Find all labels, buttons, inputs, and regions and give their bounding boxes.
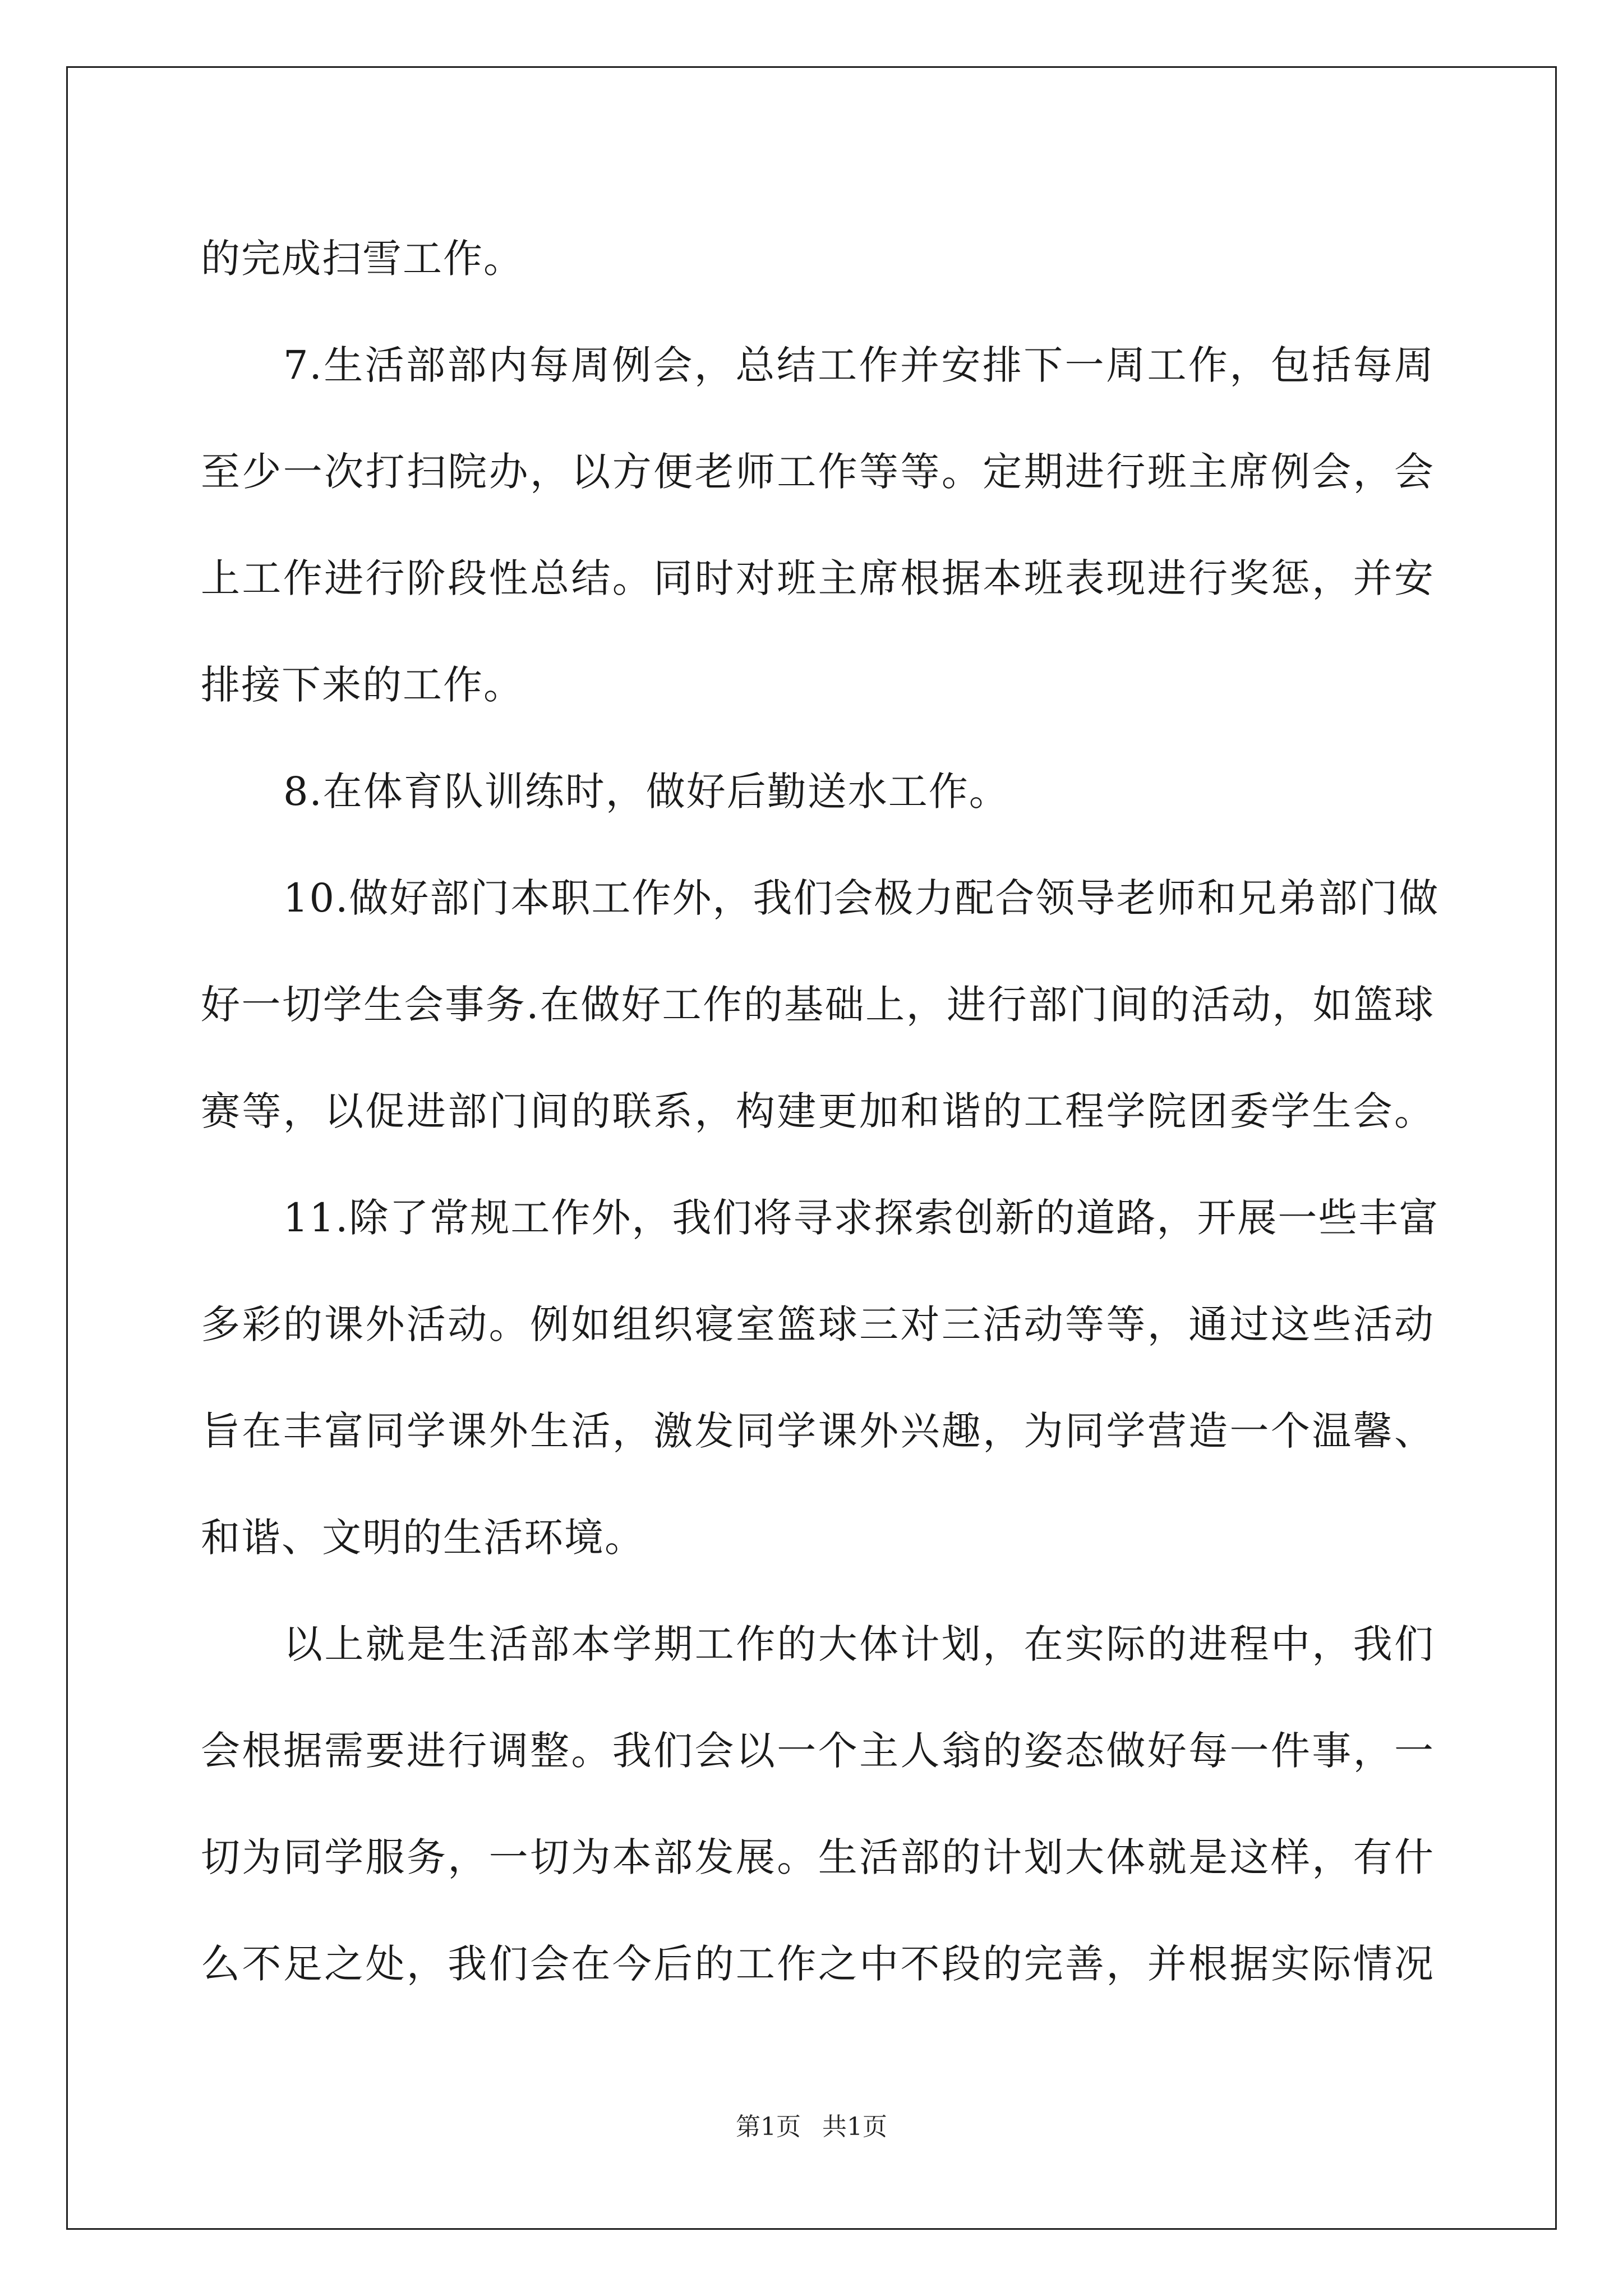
text-line: 上工作进行阶段性总结。同时对班主席根据本班表现进行奖惩，并安: [201, 555, 1435, 601]
text-line: 的完成扫雪工作。: [201, 236, 524, 282]
text-line: 会根据需要进行调整。我们会以一个主人翁的姿态做好每一件事，一: [201, 1728, 1435, 1774]
text-line: 好一切学生会事务.在做好工作的基础上，进行部门间的活动，如篮球: [201, 982, 1435, 1028]
text-line: 以上就是生活部本学期工作的大体计划，在实际的进程中，我们: [283, 1621, 1435, 1667]
page-number: 第1页: [736, 2113, 801, 2141]
text-line: 排接下来的工作。: [201, 662, 524, 708]
page-footer: [0, 2106, 1623, 2142]
text-line: 至少一次打扫院办，以方便老师工作等等。定期进行班主席例会，会: [201, 449, 1435, 495]
text-line: 旨在丰富同学课外生活，激发同学课外兴趣，为同学营造一个温馨、: [201, 1408, 1435, 1454]
text-line: 11.除了常规工作外，我们将寻求探索创新的道路，开展一些丰富: [283, 1195, 1440, 1241]
text-line: 和谐、文明的生活环境。: [201, 1515, 645, 1561]
text-line: 8.在体育队训练时，做好后勤送水工作。: [283, 769, 1009, 815]
text-line: 赛等，以促进部门间的联系，构建更加和谐的工程学院团委学生会。: [201, 1088, 1435, 1134]
text-line: 多彩的课外活动。例如组织寝室篮球三对三活动等等，通过这些活动: [201, 1301, 1435, 1347]
text-line: 么不足之处，我们会在今后的工作之中不段的完善，并根据实际情况: [201, 1941, 1435, 1987]
text-line: 切为同学服务，一切为本部发展。生活部的计划大体就是这样，有什: [201, 1834, 1435, 1880]
text-line: 10.做好部门本职工作外，我们会极力配合领导老师和兄弟部门做: [283, 875, 1440, 921]
document-body: [201, 205, 1440, 2017]
page-total: 共1页: [822, 2113, 887, 2141]
text-line: 7.生活部部内每周例会，总结工作并安排下一周工作，包括每周: [283, 342, 1435, 388]
